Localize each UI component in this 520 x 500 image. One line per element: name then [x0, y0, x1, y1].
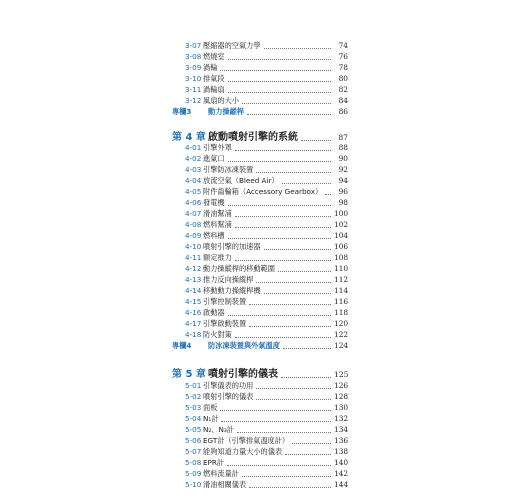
entry-number: 4-13	[185, 275, 202, 284]
entry-title: 引擎啟動裝置	[203, 319, 247, 328]
toc-entry[interactable]	[172, 286, 348, 296]
entry-number: 5-10	[185, 480, 202, 489]
entry-page: 76	[338, 52, 348, 61]
entry-title: 移動動力操縱桿機	[203, 286, 261, 295]
entry-title: 滑油幫浦	[203, 209, 232, 218]
leader-dots	[256, 399, 331, 400]
entry-title: 燃料槽	[203, 231, 225, 240]
entry-page: 142	[334, 469, 349, 478]
toc-chapter-heading[interactable]	[172, 368, 348, 382]
toc-entry[interactable]	[172, 74, 348, 84]
entry-page: 124	[334, 341, 349, 350]
leader-dots	[228, 161, 331, 162]
chapter-title: 噴射引擎的儀表	[208, 369, 278, 380]
entry-title: 引擎外罩	[203, 143, 232, 152]
toc-entry[interactable]	[172, 165, 348, 175]
toc-entry[interactable]	[172, 41, 348, 51]
entry-page: 108	[334, 253, 349, 262]
leader-dots	[249, 326, 331, 327]
leader-dots	[281, 377, 331, 378]
leader-dots	[301, 140, 331, 141]
toc-column-entry[interactable]	[172, 107, 348, 117]
entry-number: 4-12	[185, 264, 202, 273]
entry-number: 3-10	[185, 74, 202, 83]
entry-title: 動力操縱桿的移動範圍	[203, 264, 275, 273]
leader-dots	[249, 304, 331, 305]
leader-dots	[235, 337, 331, 338]
entry-title: 渦輪	[203, 63, 218, 72]
leader-dots	[228, 81, 331, 82]
entry-page: 122	[334, 330, 349, 339]
toc-entry[interactable]	[172, 96, 348, 106]
entry-page: 112	[334, 275, 349, 284]
toc-entry[interactable]	[172, 253, 348, 263]
leader-dots	[235, 227, 331, 228]
entry-page: 132	[334, 414, 349, 423]
entry-page: 98	[338, 198, 348, 207]
entry-page: 110	[334, 264, 349, 273]
toc-entry[interactable]	[172, 242, 348, 252]
entry-number: 5-06	[185, 436, 202, 445]
toc-entry[interactable]	[172, 330, 348, 340]
leader-dots	[264, 48, 331, 49]
entry-page: 106	[334, 242, 349, 251]
toc-entry[interactable]	[172, 319, 348, 329]
entry-title: 渦輪扇	[203, 85, 225, 94]
leader-dots	[292, 443, 331, 444]
leader-dots	[278, 271, 331, 272]
entry-page: 102	[334, 220, 349, 229]
toc-entry[interactable]	[172, 187, 348, 197]
toc-entry[interactable]	[172, 209, 348, 219]
leader-dots	[228, 205, 331, 206]
toc-entry[interactable]	[172, 220, 348, 230]
entry-page: 114	[334, 286, 349, 295]
entry-page: 136	[334, 436, 349, 445]
leader-dots	[221, 421, 331, 422]
entry-title: 燃料流量計	[203, 469, 239, 478]
entry-title: N₁計	[203, 414, 219, 423]
entry-number: 5-04	[185, 414, 202, 423]
leader-dots	[242, 476, 331, 477]
leader-dots	[264, 293, 331, 294]
chapter-label: 第 5 章	[172, 369, 206, 380]
entry-number: 4-18	[185, 330, 202, 339]
entry-title: 引擎儀表的功用	[203, 381, 254, 390]
leader-dots	[264, 249, 331, 250]
entry-number: 4-01	[185, 143, 202, 152]
toc-entry[interactable]	[172, 154, 348, 164]
leader-dots	[282, 183, 331, 184]
entry-number: 4-15	[185, 297, 202, 306]
entry-number: 5-01	[185, 381, 202, 390]
toc-entry[interactable]	[172, 63, 348, 73]
entry-title: 放流空氣（Bleed Air）	[203, 176, 279, 185]
entry-title: 防火對策	[203, 330, 232, 339]
leader-dots	[235, 150, 331, 151]
entry-title: 燃料幫浦	[203, 220, 232, 229]
leader-dots	[220, 410, 331, 411]
entry-number: 3-11	[185, 85, 202, 94]
toc-entry[interactable]	[172, 176, 348, 186]
toc-entry[interactable]	[172, 85, 348, 95]
entry-number: 4-06	[185, 198, 202, 207]
entry-page: 140	[334, 458, 349, 467]
entry-number: 5-08	[185, 458, 202, 467]
entry-number: 5-05	[185, 425, 202, 434]
entry-page: 92	[338, 165, 348, 174]
entry-title: 面板	[203, 403, 218, 412]
chapter-title: 啟動噴射引擎的系統	[208, 132, 298, 143]
entry-title: 噴射引擎的儀表	[203, 392, 254, 401]
toc-entry[interactable]	[172, 414, 348, 424]
column-title: 動力操縱桿	[208, 107, 244, 116]
entry-title: 推力反向操縱桿	[203, 275, 254, 284]
entry-page: 90	[338, 154, 348, 163]
entry-title: EPR計	[203, 458, 225, 467]
leader-dots	[228, 315, 331, 316]
entry-number: 5-09	[185, 469, 202, 478]
toc-entry[interactable]	[172, 447, 348, 457]
entry-number: 4-03	[185, 165, 202, 174]
entry-title: 額定推力	[203, 253, 232, 262]
leader-dots	[228, 92, 331, 93]
column-title: 防冰凍裝置與外氣溫度	[208, 341, 280, 350]
entry-number: 4-09	[185, 231, 202, 240]
entry-page: 74	[338, 41, 348, 50]
entry-page: 138	[334, 447, 349, 456]
toc-entry[interactable]	[172, 381, 348, 391]
entry-title: 進氣口	[203, 154, 225, 163]
entry-title: 燃燒室	[203, 52, 225, 61]
leader-dots	[247, 114, 331, 115]
entry-number: 3-12	[185, 96, 202, 105]
toc-entry[interactable]	[172, 458, 348, 468]
chapter-page: 125	[334, 370, 349, 379]
toc-entry[interactable]	[172, 308, 348, 318]
toc-entry[interactable]	[172, 143, 348, 153]
entry-page: 134	[334, 425, 349, 434]
entry-number: 4-16	[185, 308, 202, 317]
entry-number: 4-10	[185, 242, 202, 251]
entry-title: 引擎控制裝置	[203, 297, 247, 306]
entry-page: 130	[334, 403, 349, 412]
leader-dots	[220, 70, 331, 71]
entry-page: 86	[338, 107, 348, 116]
toc-entry[interactable]	[172, 297, 348, 307]
entry-page: 126	[334, 381, 349, 390]
entry-title: 引擎防冰凍裝置	[203, 165, 254, 174]
entry-title: 風扇的大小	[203, 96, 239, 105]
toc-column-entry[interactable]	[172, 341, 348, 351]
entry-number: 4-04	[185, 176, 202, 185]
column-label: 專欄3	[172, 107, 192, 116]
toc-entry[interactable]	[172, 436, 348, 446]
entry-title: EGT計（引擎排氣溫度計）	[203, 436, 290, 445]
leader-dots	[256, 388, 331, 389]
entry-number: 4-02	[185, 154, 202, 163]
entry-title: N₂、N₃計	[203, 425, 234, 434]
chapter-page: 87	[338, 133, 348, 142]
entry-number: 3-07	[185, 41, 202, 50]
entry-page: 116	[334, 297, 349, 306]
entry-title: 附件齒輪箱（Accessory Gearbox）	[203, 187, 323, 196]
toc-entry[interactable]	[172, 480, 348, 490]
entry-title: 排氣段	[203, 74, 225, 83]
entry-page: 96	[338, 187, 348, 196]
toc-entry[interactable]	[172, 52, 348, 62]
entry-page: 84	[338, 96, 348, 105]
toc-entry[interactable]	[172, 198, 348, 208]
toc-entry[interactable]	[172, 469, 348, 479]
entry-number: 4-08	[185, 220, 202, 229]
entry-page: 94	[338, 176, 348, 185]
entry-number: 4-17	[185, 319, 202, 328]
toc-entry[interactable]	[172, 231, 348, 241]
leader-dots	[256, 172, 331, 173]
leader-dots	[249, 487, 331, 488]
chapter-label: 第 4 章	[172, 132, 206, 143]
leader-dots	[235, 260, 331, 261]
leader-dots	[235, 216, 331, 217]
entry-number: 4-07	[185, 209, 202, 218]
entry-page: 82	[338, 85, 348, 94]
toc-entry[interactable]	[172, 264, 348, 274]
entry-title: 噴射引擎的加速器	[203, 242, 261, 251]
entry-number: 5-03	[185, 403, 202, 412]
entry-page: 118	[334, 308, 349, 317]
entry-number: 5-02	[185, 392, 202, 401]
column-label: 專欄4	[172, 341, 192, 350]
entry-page: 80	[338, 74, 348, 83]
entry-title: 發電機	[203, 198, 225, 207]
entry-title: 啟動器	[203, 308, 225, 317]
leader-dots	[228, 59, 331, 60]
leader-dots	[242, 103, 331, 104]
entry-page: 100	[334, 209, 349, 218]
leader-dots	[237, 432, 331, 433]
entry-page: 144	[334, 480, 349, 489]
entry-page: 104	[334, 231, 349, 240]
entry-title: 壓縮器的空氣力學	[203, 41, 261, 50]
toc-entry[interactable]	[172, 425, 348, 435]
entry-number: 3-09	[185, 63, 202, 72]
entry-title: 滑油相關儀表	[203, 480, 247, 489]
leader-dots	[227, 465, 331, 466]
entry-number: 5-07	[185, 447, 202, 456]
entry-page: 120	[334, 319, 349, 328]
entry-page: 78	[338, 63, 348, 72]
entry-page: 128	[334, 392, 349, 401]
entry-number: 3-08	[185, 52, 202, 61]
leader-dots	[256, 282, 331, 283]
entry-number: 4-14	[185, 286, 202, 295]
leader-dots	[325, 194, 331, 195]
entry-page: 88	[338, 143, 348, 152]
toc-entry[interactable]	[172, 275, 348, 285]
leader-dots	[283, 348, 331, 349]
leader-dots	[228, 238, 331, 239]
toc-entry[interactable]	[172, 403, 348, 413]
entry-number: 4-11	[185, 253, 202, 262]
toc-entry[interactable]	[172, 392, 348, 402]
entry-title: 能夠知道力量大小的儀表	[203, 447, 283, 456]
entry-number: 4-05	[185, 187, 202, 196]
leader-dots	[285, 454, 331, 455]
